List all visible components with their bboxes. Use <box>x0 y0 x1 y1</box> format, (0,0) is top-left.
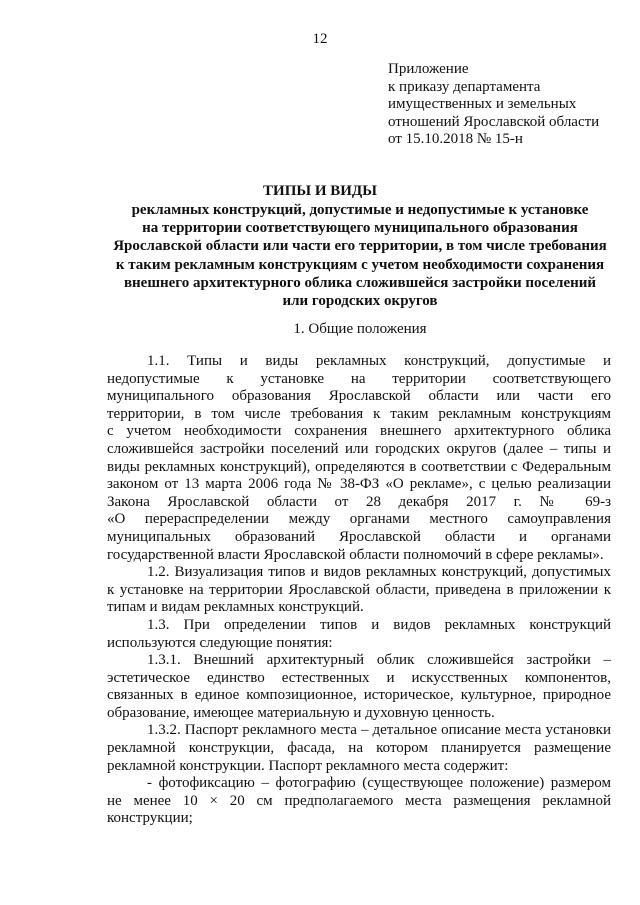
text-line: рекламной конструкции, фасада, на котором планируется размещение <box>107 740 611 757</box>
text-line: конструкции; <box>107 810 193 827</box>
paragraph-photo-fixation <box>107 775 611 828</box>
text-line: 1.3.2. Паспорт рекламного места – детальное описание места установки <box>147 722 611 739</box>
text-line: недопустимые к установке на территории соответствующего <box>107 370 611 387</box>
subtitle-line: к таким рекламным конструкциям с учетом необходимости сохранения <box>115 256 605 273</box>
text-line: 1.3.1. Внешний архитектурный облик сложившейся застройки – <box>147 652 611 669</box>
text-line: типам и видам рекламных конструкций. <box>107 599 364 616</box>
appendix-line: от 15.10.2018 № 15-н <box>388 131 523 148</box>
document-title: ТИПЫ И ВИДЫ <box>263 183 377 199</box>
appendix-line: имущественных и земельных <box>388 96 577 113</box>
text-line: с учетом необходимости сохранения внешнего архитектурного облика <box>107 423 611 440</box>
text-line: эстетическое единство естественных и искусственных компонентов, <box>107 669 611 686</box>
appendix-note <box>388 61 628 149</box>
paragraph-1-1 <box>107 353 611 564</box>
text-line: не менее 10 × 20 см предполагаемого места размещения рекламной <box>107 792 611 809</box>
paragraph-1-3-2 <box>107 722 611 775</box>
text-line: 1.3. При определении типов и видов рекламных конструкций <box>147 616 611 633</box>
section-heading: 1. Общие положения <box>293 321 427 337</box>
text-line: рекламной конструкции. Паспорт рекламного места содержит: <box>107 757 509 774</box>
appendix-line: Приложение <box>388 61 469 77</box>
text-line: - фотофиксацию – фотографию (существующее положение) размером <box>147 775 611 792</box>
text-line: «О перераспределении между органами местного самоуправления <box>107 511 611 528</box>
text-line: виды рекламных конструкций), определяются в соответствии с Федеральным <box>107 458 611 475</box>
subtitle-line: или городских округов <box>282 293 438 310</box>
subtitle-line: на территории соответствующего муниципального образования <box>142 220 578 237</box>
text-line: Закона Ярославской области от 28 декабря 2017 г. № 69-з <box>107 493 611 510</box>
text-line: 1.2. Визуализация типов и видов рекламных конструкций, допустимых <box>147 564 611 581</box>
text-line: законом от 13 марта 2006 года № 38-ФЗ «О рекламе», с целью реализации <box>107 476 611 493</box>
page-number: 12 <box>312 31 328 47</box>
appendix-line: отношений Ярославской области <box>388 113 600 130</box>
text-line: муниципального образования Ярославской области или части его <box>107 388 611 405</box>
paragraph-1-3 <box>107 617 611 652</box>
appendix-line: к приказу департамента <box>388 78 541 95</box>
text-line: к установке на территории Ярославской области, приведена в приложении к <box>107 581 611 598</box>
text-line: 1.1. Типы и виды рекламных конструкций, допустимые и <box>147 353 611 369</box>
document-subtitle <box>100 201 620 310</box>
body-text <box>107 353 611 828</box>
subtitle-line: рекламных конструкций, допустимые и недопустимые к установке <box>131 202 589 218</box>
text-line: государственной власти Ярославской области полномочий в сфере рекламы». <box>107 546 604 563</box>
text-line: используются следующие понятия: <box>107 634 333 651</box>
paragraph-1-2 <box>107 564 611 617</box>
text-line: образование, имеющее материальную и духовную ценность. <box>107 704 495 721</box>
text-line: территории, в том числе требования к таким рекламным конструкциям <box>107 405 611 422</box>
subtitle-line: внешнего архитектурного облика сложившейся застройки поселений <box>123 274 597 291</box>
paragraph-1-3-1 <box>107 652 611 722</box>
text-line: связанных в единое композиционное, историческое, культурное, природное <box>107 687 611 704</box>
text-line: муниципальных образований Ярославской области и органами <box>107 528 611 545</box>
subtitle-line: Ярославской области или части его территории, в том числе требования <box>113 238 607 255</box>
text-line: сложившейся застройки поселений или городских округов (далее – типы и <box>107 440 611 457</box>
